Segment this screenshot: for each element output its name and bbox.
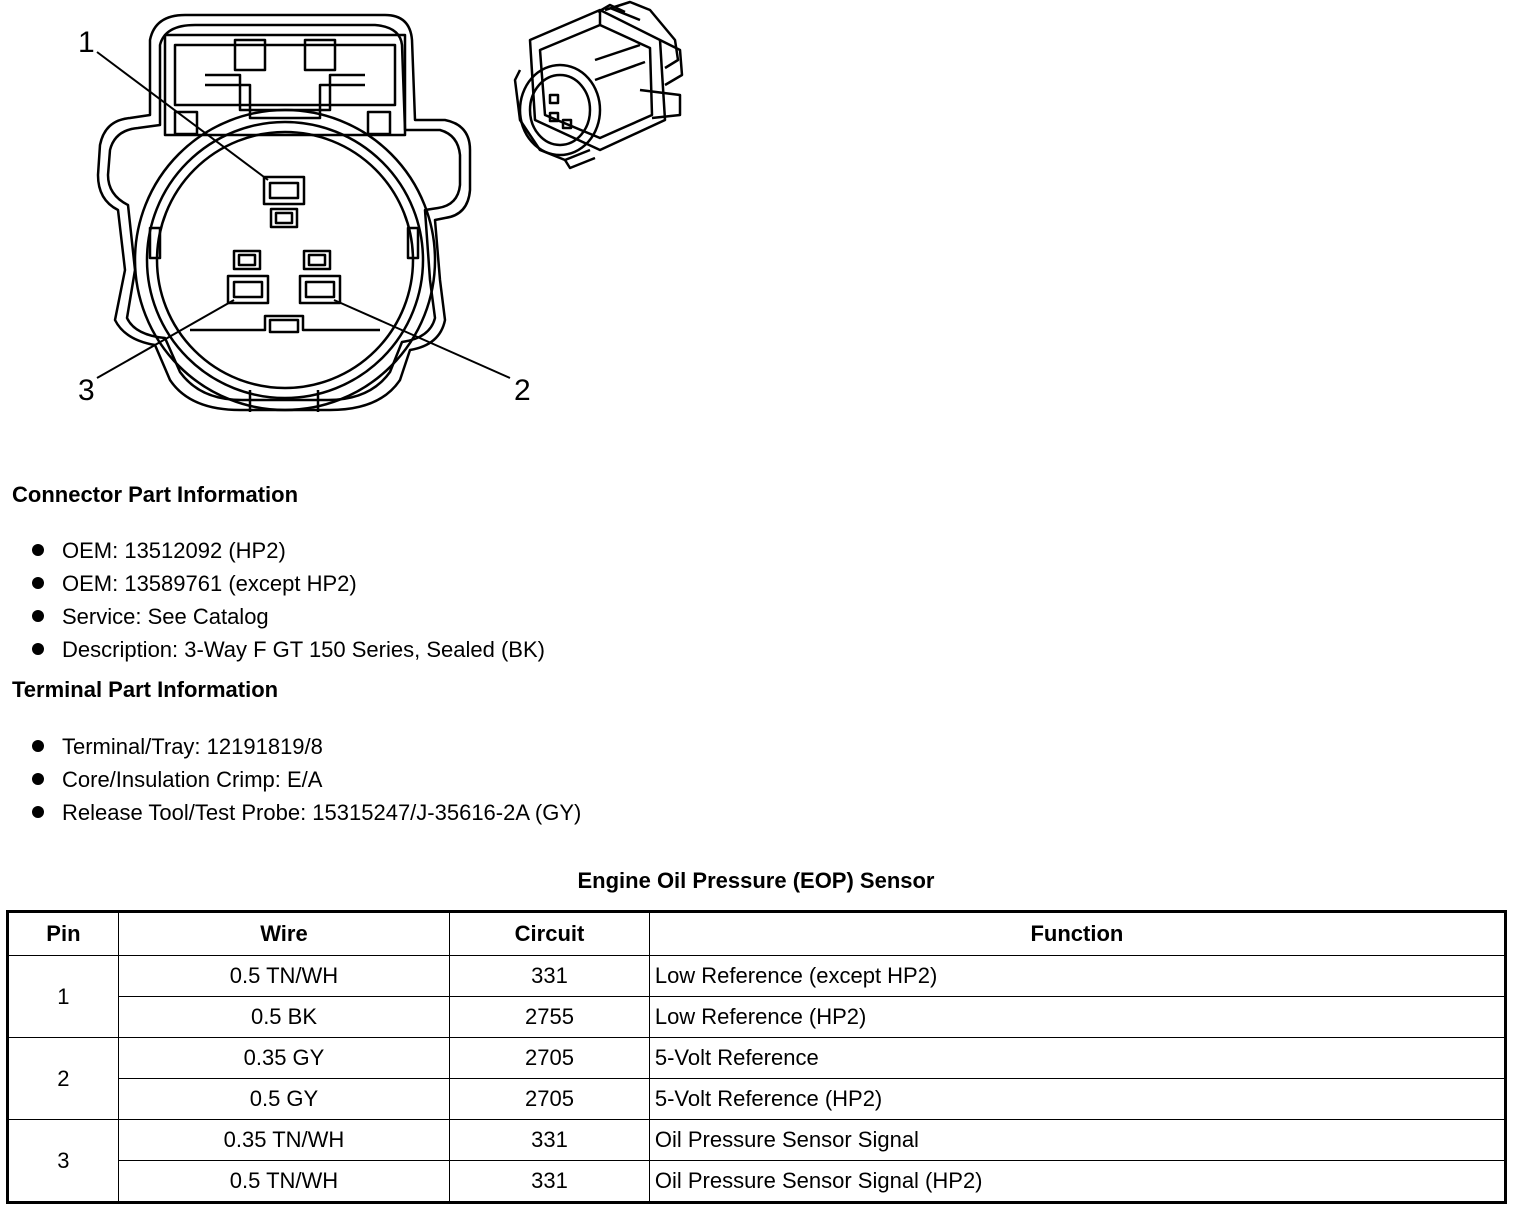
wire-cell: 0.5 BK [118,997,449,1038]
circuit-cell: 331 [450,1120,650,1161]
list-item [28,534,545,567]
wire-cell: 0.5 GY [118,1079,449,1120]
list-item [28,600,545,633]
list-item-text: OEM: 13589761 (except HP2) [62,571,357,596]
list-item-text: Service: See Catalog [62,604,269,629]
connector-illustration [505,0,695,170]
pin-cell: 2 [8,1038,119,1120]
column-header-function: Function [649,912,1505,956]
circuit-cell: 2755 [450,997,650,1038]
function-cell: Low Reference (HP2) [649,997,1505,1038]
wire-cell: 0.5 TN/WH [118,1161,449,1203]
bullet-icon [32,806,44,818]
list-item [28,730,581,763]
bullet-icon [32,544,44,556]
list-item [28,796,581,829]
table-row [8,1120,1506,1161]
list-item-text: Description: 3-Way F GT 150 Series, Sealed (BK) [62,637,545,662]
table-header-row [8,912,1506,956]
list-item-text: Release Tool/Test Probe: 15315247/J-35616-2A (GY) [62,800,582,825]
column-header-pin: Pin [8,912,119,956]
list-item [28,633,545,666]
pin-cell: 3 [8,1120,119,1203]
connector-info-title: Connector Part Information [12,482,299,507]
column-header-circuit: Circuit [450,912,650,956]
pinout-table [6,910,1507,1204]
bullet-icon [32,577,44,589]
terminal-info-list [28,730,581,829]
bullet-icon [32,740,44,752]
list-item-text: Core/Insulation Crimp: E/A [62,767,323,792]
wire-cell: 0.35 GY [118,1038,449,1079]
circuit-cell: 331 [450,1161,650,1203]
circuit-cell: 331 [450,956,650,997]
terminal-info-title: Terminal Part Information [12,677,279,702]
table-row [8,997,1506,1038]
function-cell: 5-Volt Reference [649,1038,1505,1079]
pin-label-3: 3 [78,374,95,407]
connector-face-diagram [70,0,550,420]
function-cell: Low Reference (except HP2) [649,956,1505,997]
circuit-cell: 2705 [450,1038,650,1079]
list-item-text: Terminal/Tray: 12191819/8 [62,734,323,759]
table-row [8,956,1506,997]
bullet-icon [32,643,44,655]
table-row [8,1038,1506,1079]
table-row [8,1161,1506,1203]
function-cell: 5-Volt Reference (HP2) [649,1079,1505,1120]
list-item [28,567,545,600]
circuit-cell: 2705 [450,1079,650,1120]
pin-cell: 1 [8,956,119,1038]
table-row [8,1079,1506,1120]
bullet-icon [32,773,44,785]
table-title: Engine Oil Pressure (EOP) Sensor [577,868,935,893]
pin-label-1: 1 [78,26,95,59]
wire-cell: 0.5 TN/WH [118,956,449,997]
function-cell: Oil Pressure Sensor Signal [649,1120,1505,1161]
function-cell: Oil Pressure Sensor Signal (HP2) [649,1161,1505,1203]
column-header-wire: Wire [118,912,449,956]
wire-cell: 0.35 TN/WH [118,1120,449,1161]
pin-label-2: 2 [514,374,531,407]
connector-info-list [28,534,545,666]
list-item [28,763,581,796]
bullet-icon [32,610,44,622]
list-item-text: OEM: 13512092 (HP2) [62,538,286,563]
